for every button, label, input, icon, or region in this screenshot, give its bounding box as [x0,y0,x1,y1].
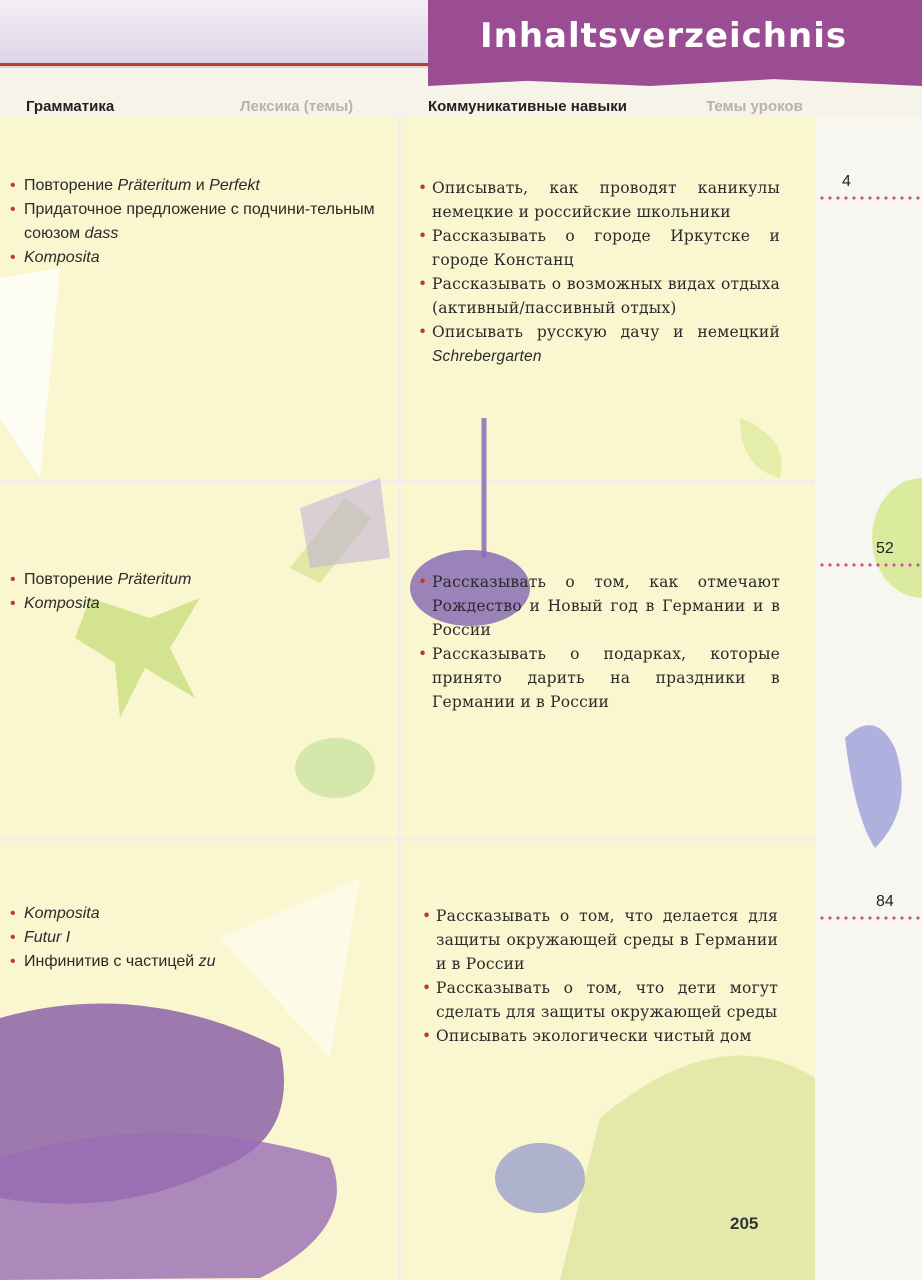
grammar-list-3 [10,902,376,974]
list-item: • Рассказывать о подарках, которые принято дарить на праздники в Германии и в России [418,642,780,714]
dotted-leader [818,916,922,920]
list-item: • Komposita [10,902,376,926]
column-header-lexicon: Лексика (темы) [240,98,354,115]
list-item: • Рассказывать о городе Иркутске и городе Констанц [418,224,780,272]
list-item: • Рассказывать о том, как отмечают Рождество и Новый год в Германии и в России [418,570,780,642]
side-illustrations [815,118,922,1280]
section-page-number: 52 [876,540,894,557]
list-item: • Komposita [10,592,376,616]
list-item: • Рассказывать о том, что делается для защиты окружающей среды в Германии и в России [422,904,778,976]
dotted-leader [818,563,922,567]
page-number: 205 [730,1214,759,1233]
top-rule [0,63,430,66]
list-item: • Повторение Präteritum [10,568,376,592]
page-title: Inhaltsverzeichnis [480,16,848,56]
communication-list-2 [418,570,780,714]
column-header-grammar: Грамматика [26,98,115,115]
list-item: • Повторение Präteritum и Perfekt [10,174,376,198]
list-item: • Futur I [10,926,376,950]
list-item: • Придаточное предложение с подчини-тельным союзом dass [10,198,376,246]
list-item: • Инфинитив с частицей zu [10,950,376,974]
list-item: • Описывать, как проводят каникулы немецкие и российские школьники [418,176,780,224]
grammar-list-1 [10,174,376,270]
section-page-number: 84 [876,893,894,910]
grammar-list-2 [10,568,376,616]
list-item: • Описывать экологически чистый дом [422,1024,778,1048]
column-header-communication: Коммуникативные навыки [428,98,627,115]
list-item: • Рассказывать о возможных видах отдыха (активный/пассивный отдых) [418,272,780,320]
list-item: • Komposita [10,246,376,270]
section-page-number: 4 [842,173,851,190]
list-item: • Рассказывать о том, что дети могут сделать для защиты окружающей среды [422,976,778,1024]
dotted-leader [818,196,922,200]
column-header-lessons: Темы уроков [706,98,803,115]
communication-list-3 [422,904,778,1048]
top-band [0,0,430,68]
list-item: • Описывать русскую дачу и немецкий Schrebergarten [418,320,780,369]
communication-list-1 [418,176,780,369]
